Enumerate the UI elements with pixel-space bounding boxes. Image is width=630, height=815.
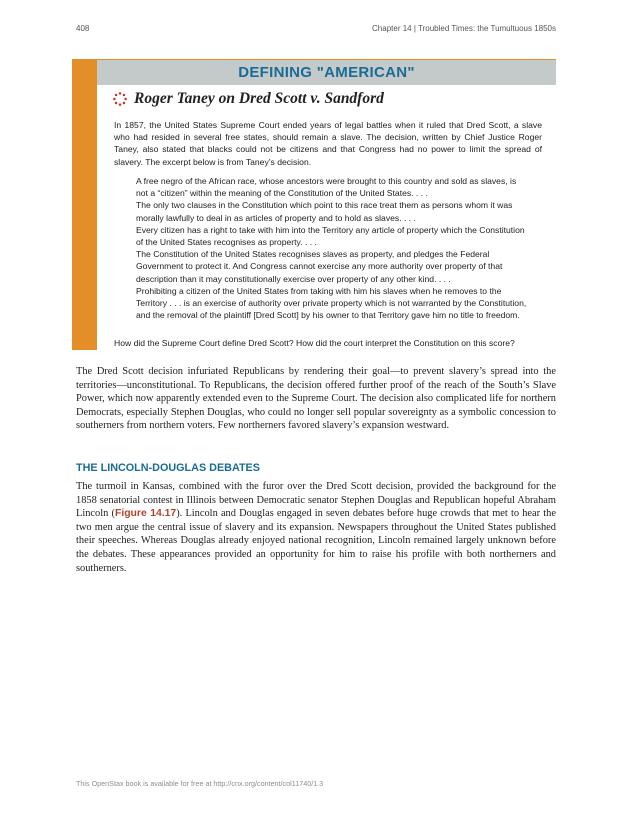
page-number: 408 bbox=[76, 24, 90, 33]
footer-note: This OpenStax book is available for free at http://cnx.org/content/col11740/1.3 bbox=[76, 779, 324, 788]
feature-box bbox=[72, 59, 556, 350]
excerpt-paragraph: A free negro of the African race, whose ancestors were brought to this country and sold as slaves, is not a “citizen” within the meaning of the Constitution of the United States. . . . bbox=[136, 176, 517, 199]
excerpt-paragraph: The Constitution of the United States recognises slaves as property, and pledges the Federal Government to protect it. And Congress cannot exercise any more authority over property of that description than it may constitutionally exercise over property of any other kind. . . . bbox=[136, 249, 503, 284]
figure-link[interactable]: Figure 14.17 bbox=[114, 508, 177, 520]
section-heading: THE LINCOLN-DOUGLAS DEBATES bbox=[76, 462, 260, 474]
excerpt-paragraph: Prohibiting a citizen of the United States from taking with him his slaves when he removes to the Territory . . . is an exercise of authority over private property which is not warranted by the Constitution, and the removal of the plaintiff [Dred Scott] by his owner to that Territory gave him no title to freedom. bbox=[136, 285, 527, 321]
excerpt-paragraph: The only two clauses in the Constitution which point to this race treat them as persons whom it was morally lawfully to deal in as articles of property and to hold as slaves. . . . bbox=[136, 200, 513, 223]
taney-excerpt bbox=[136, 175, 528, 321]
running-header: Chapter 14 | Troubled Times: the Tumultuous 1850s bbox=[372, 24, 556, 33]
feature-accent-bar bbox=[72, 59, 97, 350]
excerpt-paragraph: Every citizen has a right to take with him into the Territory any article of property which the Constitution of the United States recognises as property. . . . bbox=[136, 224, 525, 248]
feature-title bbox=[113, 90, 384, 108]
feature-intro: In 1857, the United States Supreme Court ended years of legal battles when it ruled that Dred Scott, a slave who had resided in several free states, should remain a slave. The decision, written by Chief Justice Roger Taney, also stated that blacks could not be citizens and that Congress had no power to limit the spread of slavery. The excerpt below is from Taney’s decision. bbox=[114, 120, 542, 167]
body-paragraph bbox=[76, 480, 556, 575]
paragraph-text: The turmoil in Kansas, combined with the furor over the Dred Scott decision, provided the background for the 1858 senatorial contest in Illinois between Democratic senator Stephen Douglas and Republican hopeful Abraham Lincoln ( bbox=[76, 481, 556, 520]
feature-question: How did the Supreme Court define Dred Scott? How did the court interpret the Constitution on this score? bbox=[114, 338, 515, 348]
body-paragraph: The Dred Scott decision infuriated Republicans by rendering their goal—to prevent slavery’s spread into the territories—unconstitutional. To Republicans, the decision offered further proof of the reach of the South’s Slave Power, which now apparently extended even to the Supreme Court. The decision also complicated life for northern Democrats, especially Stephen Douglas, who could no longer sell popular sovereignty as a symbolic concession to southerners from northern voters. Few northerners favored slavery’s expansion westward. bbox=[76, 366, 556, 432]
star-ring-icon bbox=[113, 92, 127, 106]
feature-label: DEFINING "AMERICAN" bbox=[97, 59, 556, 85]
paragraph-text: ). Lincoln and Douglas engaged in seven debates before huge crowds that met to hear the two men argue the central issue of slavery and its expansion. Newspapers throughout the United States published their speeches. Whereas Douglas already enjoyed national recognition, Lincoln remained largely unknown before the debates. These appearances provided an opportunity for him to raise his profile with both northerners and southerners. bbox=[76, 508, 556, 574]
feature-title-text: Roger Taney on Dred Scott v. Sandford bbox=[134, 90, 384, 107]
